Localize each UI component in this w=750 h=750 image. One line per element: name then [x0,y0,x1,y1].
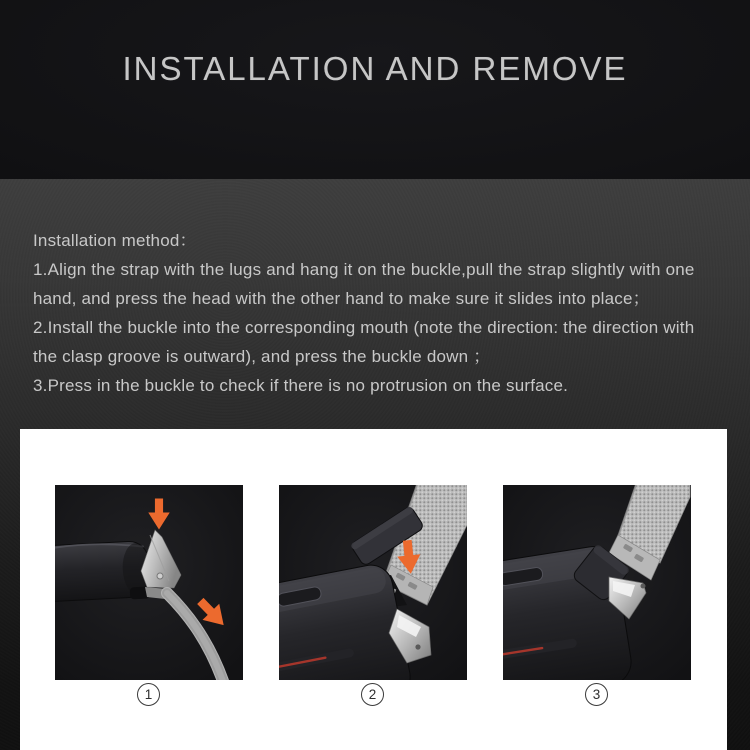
steps-card [20,429,727,750]
step1-illustration-press-buckle-icon [55,485,243,680]
step1-panel [55,485,243,680]
instruction-line-1: 1.Align the strap with the lugs and hang it on the buckle,pull the strap slightly with one [33,260,695,279]
content-section [0,179,750,750]
instruction-line-2: hand, and press the head with the other hand to make sure it slides into place； [33,289,650,308]
page-title: INSTALLATION AND REMOVE [122,50,628,87]
step2-illustration-install-buckle-icon [279,485,467,680]
step2-panel [279,485,467,680]
step3-number: 3 [592,686,601,702]
step3-panel [503,485,691,680]
step1-number-badge [137,683,160,706]
step3-number-badge [585,683,608,706]
step2-number: 2 [368,686,377,702]
step1-number: 1 [144,686,153,702]
instruction-line-5: 3.Press in the buckle to check if there is no protrusion on the surface. [33,376,569,395]
instruction-line-3: 2.Install the buckle into the corresponding mouth (note the direction: the direction with [33,318,695,337]
header-banner [0,0,750,179]
instructions-heading: Installation method： [33,231,197,250]
instruction-line-4: the clasp groove is outward), and press the buckle down ； [33,347,491,366]
step2-number-badge [361,683,384,706]
instructions-block [0,226,750,400]
step3-illustration-buckle-closed-icon [503,485,691,680]
